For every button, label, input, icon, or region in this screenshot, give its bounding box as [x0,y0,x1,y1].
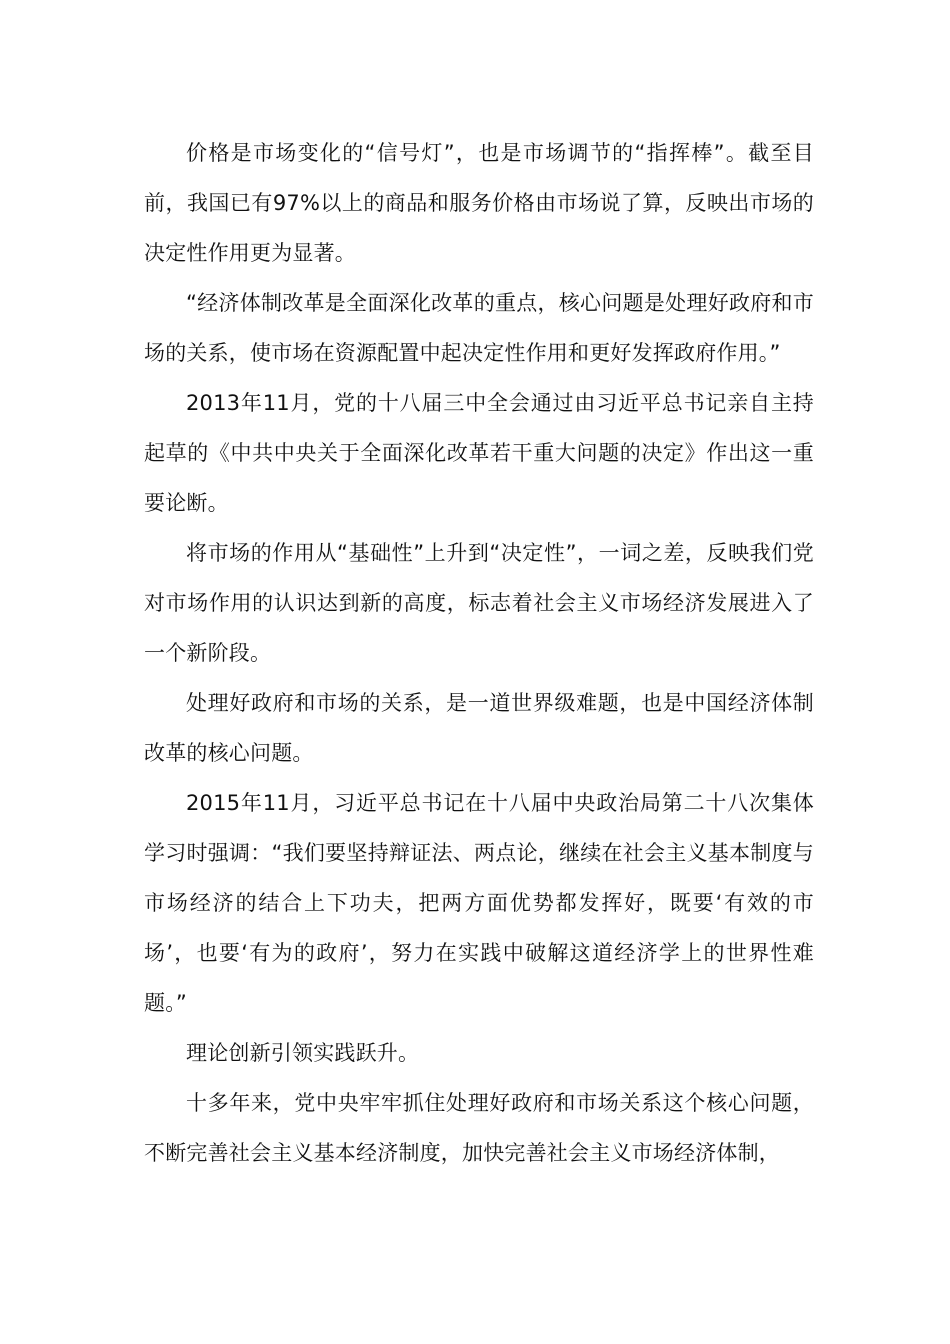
paragraph-2013-plenum: 2013年11月，党的十八届三中全会通过由习近平总书记亲自主持起草的《中共中央关于全面深化改革若干重大问题的决定》作出这一重要论断。 [144,391,814,515]
paragraph-world-problem: 处理好政府和市场的关系，是一道世界级难题，也是中国经济体制改革的核心问题。 [144,691,814,765]
paragraph-2015-study: 2015年11月，习近平总书记在十八届中央政治局第二十八次集体学习时强调：“我们要坚持辩证法、两点论，继续在社会主义基本制度与市场经济的结合上下功夫，把两方面优势都发挥好，既要‘有效的市场’，也要‘有为的政府’，努力在实践中破解这道经济学上的世界性难题。” [144,791,814,1015]
document-body [144,128,814,1178]
paragraph-decade-progress: 十多年来，党中央牢牢抓住处理好政府和市场关系这个核心问题，不断完善社会主义基本经济制度，加快完善社会主义市场经济体制， [144,1091,814,1165]
paragraph-price-signal: 价格是市场变化的“信号灯”，也是市场调节的“指挥棒”。截至目前，我国已有97%以上的商品和服务价格由市场说了算，反映出市场的决定性作用更为显著。 [144,141,814,265]
paragraph-reform-quote: “经济体制改革是全面深化改革的重点，核心问题是处理好政府和市场的关系，使市场在资源配置中起决定性作用和更好发挥政府作用。” [144,291,814,365]
paragraph-theory-innovation: 理论创新引领实践跃升。 [186,1041,420,1065]
paragraph-decisive-role: 将市场的作用从“基础性”上升到“决定性”，一词之差，反映我们党对市场作用的认识达到新的高度，标志着社会主义市场经济发展进入了一个新阶段。 [144,541,814,665]
